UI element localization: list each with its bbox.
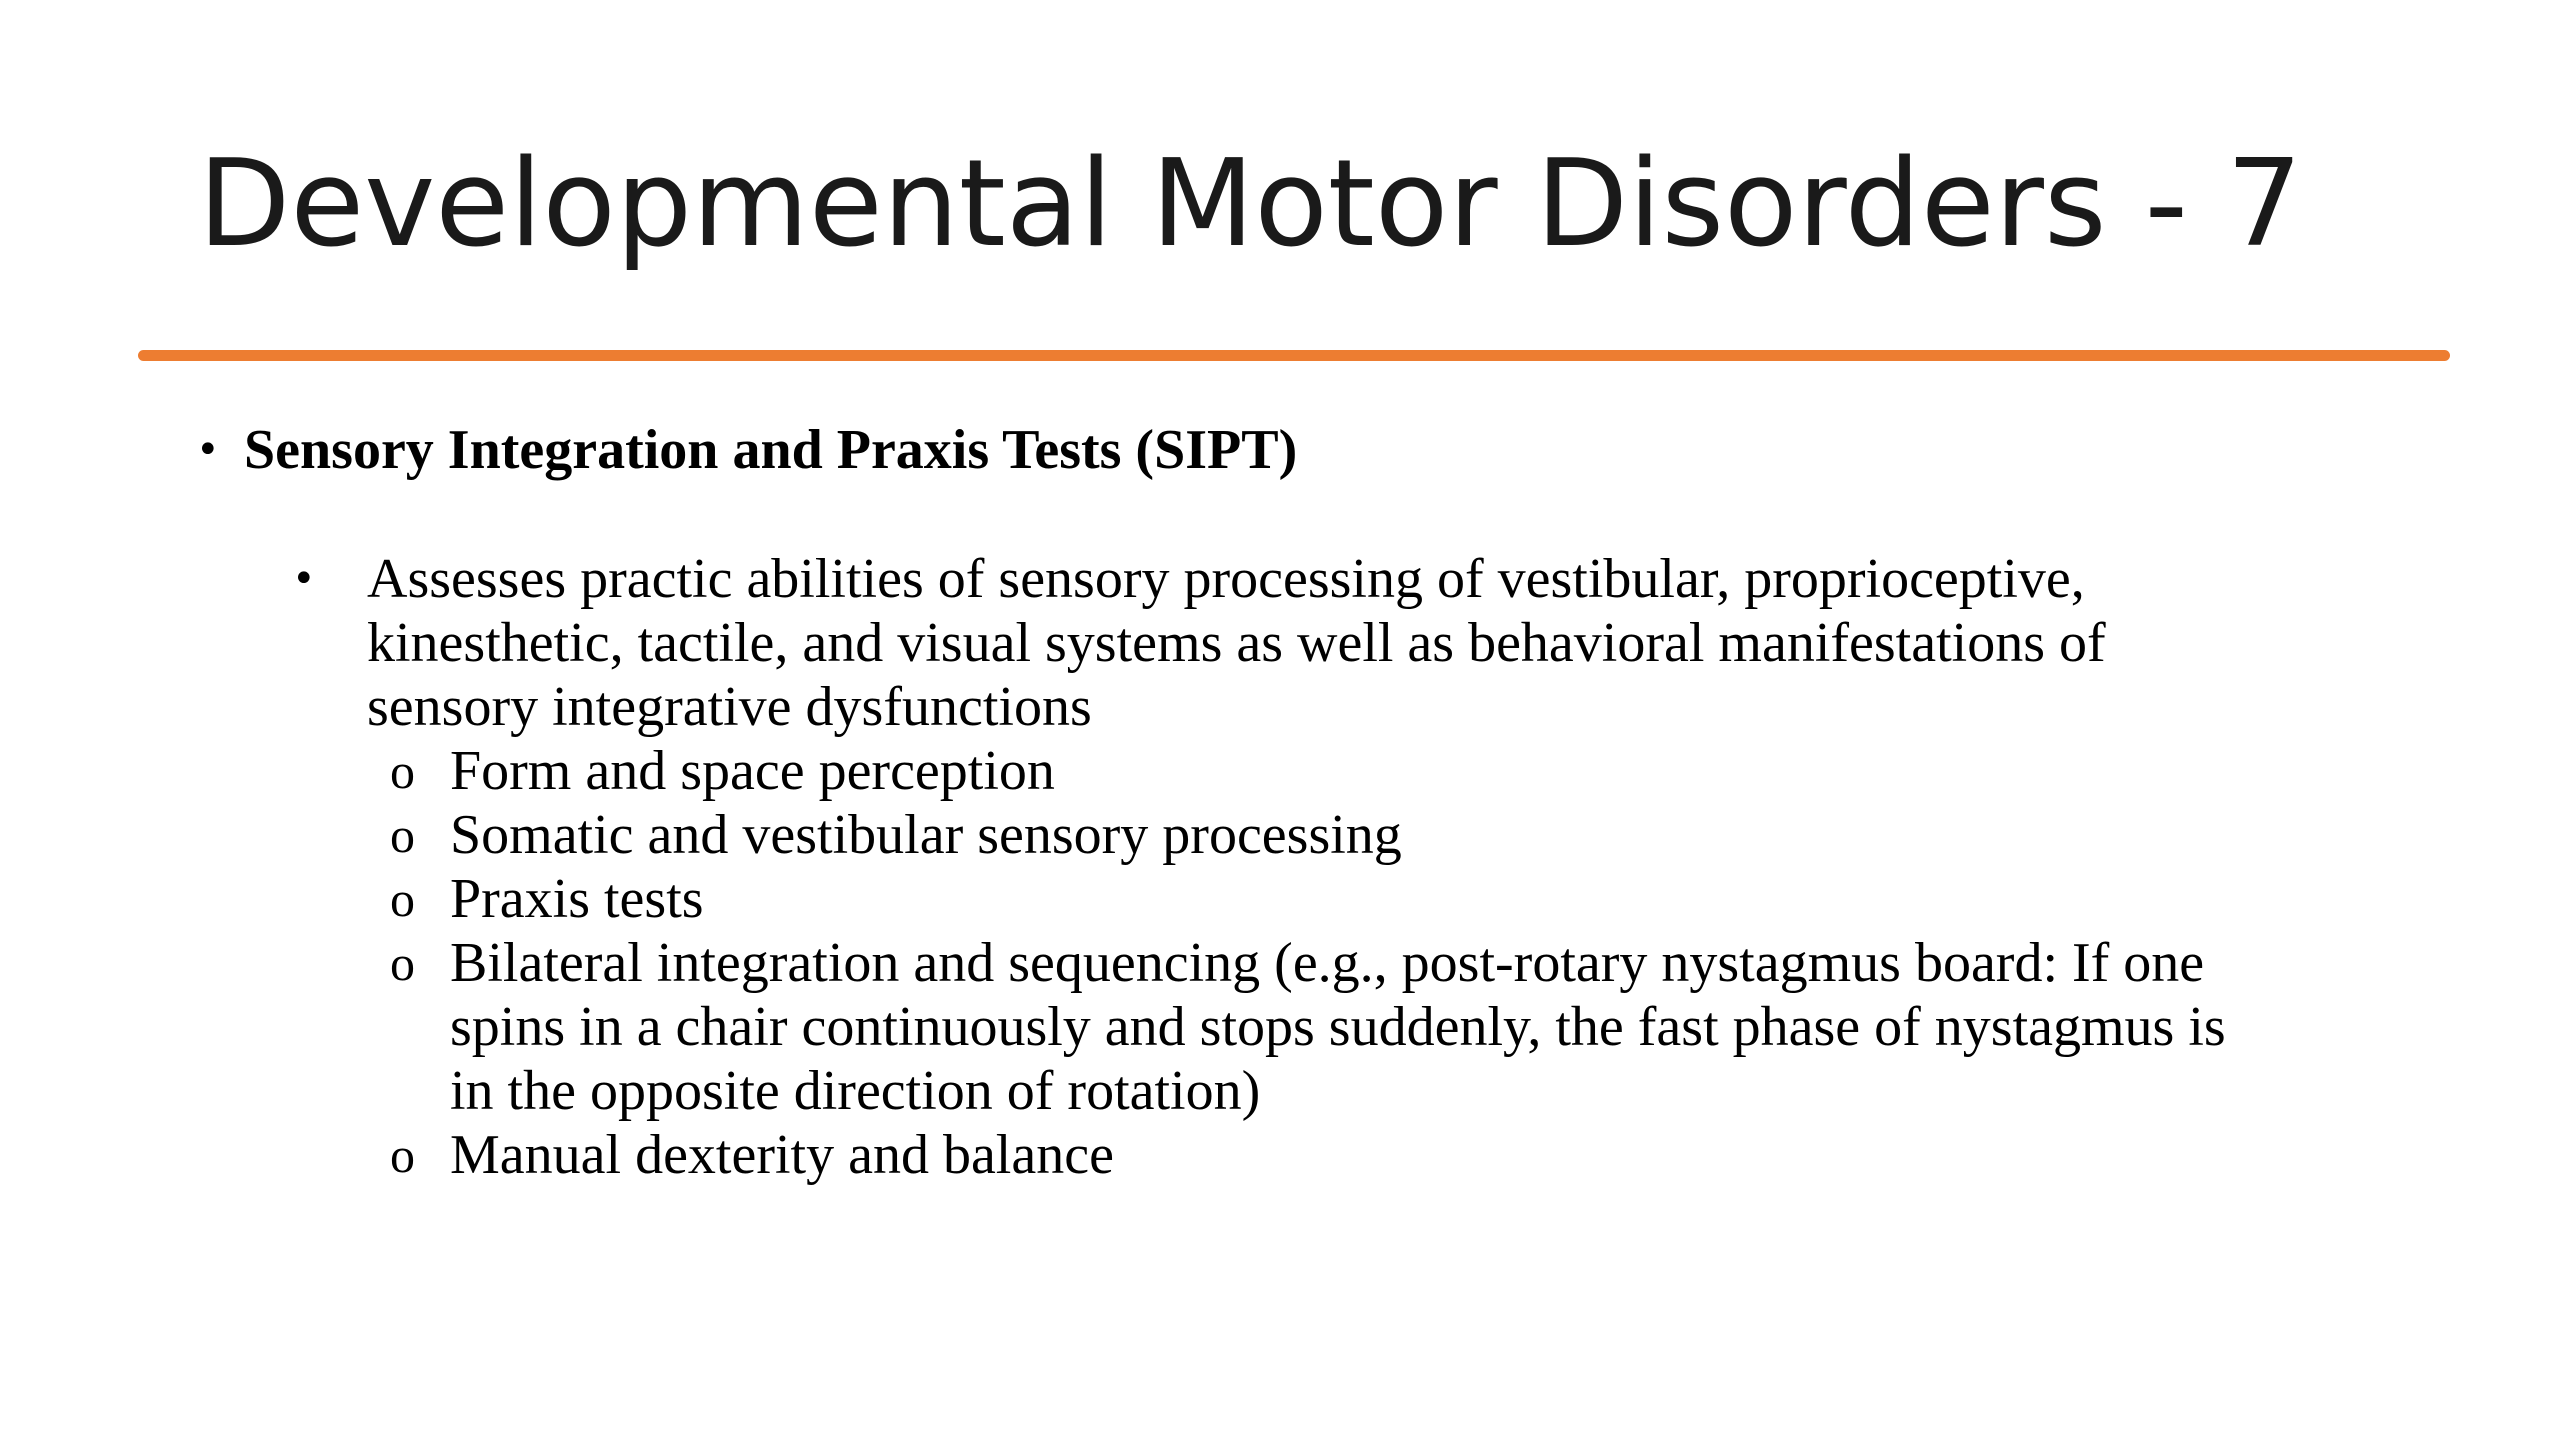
circle-bullet-marker: o bbox=[390, 871, 415, 927]
sub-item-text: in the opposite direction of rotation) bbox=[450, 1060, 1261, 1122]
sub-item-text: Praxis tests bbox=[450, 868, 704, 930]
slide-title: Developmental Motor Disorders - 7 bbox=[198, 135, 2303, 274]
sub-item-text: Form and space perception bbox=[450, 740, 1055, 802]
description-line: kinesthetic, tactile, and visual systems as well as behavioral manifestations of bbox=[367, 612, 2106, 674]
bullet-marker: • bbox=[196, 427, 220, 473]
bullet-heading: Sensory Integration and Praxis Tests (SIPT) bbox=[244, 419, 1298, 481]
description-line: sensory integrative dysfunctions bbox=[367, 676, 1092, 738]
sub-item-text: spins in a chair continuously and stops suddenly, the fast phase of nystagmus is bbox=[450, 996, 2226, 1058]
circle-bullet-marker: o bbox=[390, 807, 415, 863]
description-text bbox=[367, 547, 2292, 739]
circle-bullet-marker: o bbox=[390, 935, 415, 991]
sub-item-text: Bilateral integration and sequencing (e.g., post-rotary nystagmus board: If one bbox=[450, 932, 2205, 994]
sub-item-text: Manual dexterity and balance bbox=[450, 1124, 1114, 1186]
description-bullet-marker: • bbox=[292, 556, 316, 602]
description-line: Assesses practic abilities of sensory processing of vestibular, proprioceptive, bbox=[367, 548, 2085, 610]
sub-item-text: Somatic and vestibular sensory processing bbox=[450, 804, 1402, 866]
circle-bullet-marker: o bbox=[390, 1127, 415, 1183]
circle-bullet-marker: o bbox=[390, 743, 415, 799]
